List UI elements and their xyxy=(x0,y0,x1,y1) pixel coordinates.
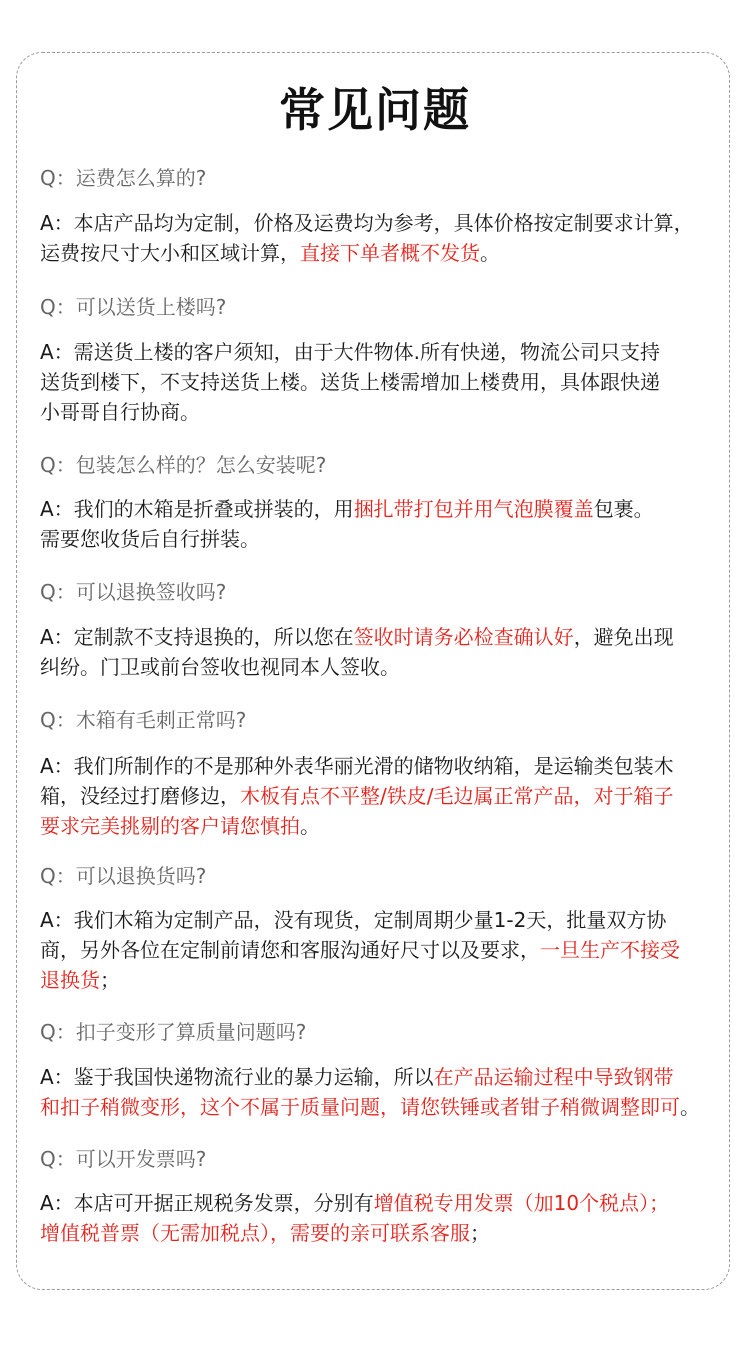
answer-highlight: 在产品运输过程中导致钢带 xyxy=(433,1065,674,1089)
faq-answer-5 xyxy=(40,751,730,841)
answer-line xyxy=(40,1188,730,1218)
answer-line xyxy=(40,367,730,397)
answer-line xyxy=(40,751,730,781)
faq-answer-4 xyxy=(40,622,730,682)
answer-text: A：本店可开据正规税务发票，分别有 xyxy=(40,1191,374,1215)
faq-answer-8 xyxy=(40,1188,730,1248)
faq-question-3: Q：包装怎么样的？怎么安装呢? xyxy=(40,453,327,477)
answer-highlight: 直接下单者概不发货 xyxy=(300,241,480,265)
answer-highlight: 要求完美挑剔的客户请您慎拍 xyxy=(40,814,300,838)
answer-text: 纠纷。门卫或前台签收也视同本人签收。 xyxy=(40,655,400,679)
answer-text: A：定制款不支持退换的，所以您在 xyxy=(40,625,354,649)
faq-answer-1 xyxy=(40,208,730,268)
answer-highlight: 增值税专用发票（加10个税点）； xyxy=(373,1191,670,1215)
answer-text: 箱，没经过打磨修边， xyxy=(40,784,240,808)
answer-highlight: 捆扎带打包并用气泡膜覆盖 xyxy=(353,497,594,521)
answer-line xyxy=(40,1218,730,1248)
answer-text: 。 xyxy=(480,241,500,265)
answer-text: 商，另外各位在定制前请您和客服沟通好尺寸以及要求， xyxy=(40,938,540,962)
faq-question-7: Q：扣子变形了算质量问题吗? xyxy=(40,1020,307,1044)
answer-text: A：我们所制作的不是那种外表华丽光滑的储物收纳箱，是运输类包装木 xyxy=(40,754,674,778)
answer-line xyxy=(40,397,730,427)
answer-line xyxy=(40,781,730,811)
page-title: 常见问题 xyxy=(279,83,471,137)
faq-answer-2 xyxy=(40,337,730,427)
answer-text: ； xyxy=(100,968,120,992)
answer-text: A：我们的木箱是折叠或拼装的，用 xyxy=(40,497,354,521)
answer-highlight: 木板有点不平整/铁皮/毛边属正常产品，对于箱子 xyxy=(240,784,674,808)
faq-question-5: Q：木箱有毛刺正常吗? xyxy=(40,708,247,732)
answer-line xyxy=(40,238,730,268)
answer-text: A：鉴于我国快递物流行业的暴力运输，所以 xyxy=(40,1065,434,1089)
answer-highlight: 和扣子稍微变形，这个不属于质量问题，请您铁锤或者钳子稍微调整即可 xyxy=(40,1095,680,1119)
answer-highlight: 签收时请务必检查确认好 xyxy=(353,625,574,649)
answer-line xyxy=(40,208,730,238)
answer-line xyxy=(40,935,730,965)
answer-text: 需要您收货后自行拼装。 xyxy=(40,527,260,551)
answer-highlight: 退换货 xyxy=(40,968,100,992)
answer-line xyxy=(40,622,730,652)
answer-highlight: 一旦生产不接受 xyxy=(540,938,680,962)
answer-text: 包裹。 xyxy=(593,497,654,521)
answer-line xyxy=(40,1092,730,1122)
faq-question-4: Q：可以退换签收吗? xyxy=(40,580,227,604)
answer-text: 小哥哥自行协商。 xyxy=(40,400,200,424)
answer-highlight: 增值税普票（无需加税点），需要的亲可联系客服 xyxy=(40,1221,470,1245)
answer-line xyxy=(40,905,730,935)
answer-text: ，避免出现 xyxy=(573,625,674,649)
faq-answer-3 xyxy=(40,494,730,554)
answer-text: 运费按尺寸大小和区域计算， xyxy=(40,241,300,265)
answer-line xyxy=(40,652,730,682)
answer-text: 。 xyxy=(300,814,320,838)
answer-line xyxy=(40,1062,730,1092)
answer-text: ； xyxy=(470,1221,490,1245)
answer-line xyxy=(40,494,730,524)
answer-text: A：需送货上楼的客户须知，由于大件物体.所有快递，物流公司只支持 xyxy=(40,340,661,364)
faq-question-8: Q：可以开发票吗? xyxy=(40,1147,207,1171)
answer-text: 。 xyxy=(680,1095,700,1119)
faq-question-6: Q：可以退换货吗? xyxy=(40,864,207,888)
answer-line xyxy=(40,811,730,841)
answer-text: 送货到楼下，不支持送货上楼。送货上楼需增加上楼费用，具体跟快递 xyxy=(40,370,660,394)
answer-line xyxy=(40,965,730,995)
faq-answer-6 xyxy=(40,905,730,995)
faq-question-2: Q：可以送货上楼吗? xyxy=(40,295,227,319)
faq-answer-7 xyxy=(40,1062,730,1122)
faq-question-1: Q：运费怎么算的? xyxy=(40,166,207,190)
answer-line xyxy=(40,524,730,554)
answer-text: A：本店产品均为定制，价格及运费均为参考，具体价格按定制要求计算， xyxy=(40,211,694,235)
answer-line xyxy=(40,337,730,367)
answer-text: A：我们木箱为定制产品，没有现货，定制周期少量1-2天，批量双方协 xyxy=(40,908,667,932)
